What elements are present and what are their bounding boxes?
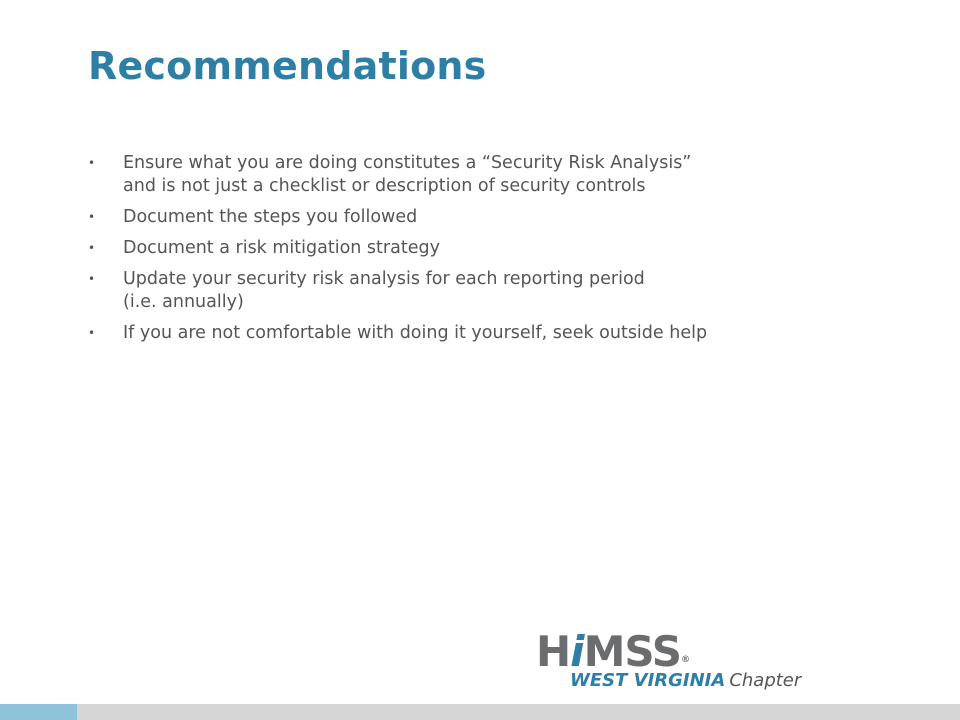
logo-state-name: WEST VIRGINIA — [570, 670, 726, 691]
logo-chapter-label: Chapter — [729, 670, 802, 691]
footer-bar — [0, 704, 960, 720]
bullet-item — [88, 268, 868, 314]
bullet-item — [88, 322, 868, 345]
slide-title: Recommendations — [88, 44, 487, 88]
bullet-marker: • — [88, 241, 96, 255]
bullet-text: Ensure what you are doing constitutes a “Security Risk Analysis” and is not just a checklist or description of security controls — [123, 153, 692, 196]
himss-west-virginia-logo — [536, 627, 866, 691]
bullet-list — [88, 152, 868, 353]
bullet-marker: • — [88, 156, 96, 170]
bullet-marker: • — [88, 326, 96, 340]
himss-logo-wordmark — [536, 627, 689, 676]
bullet-marker: • — [88, 210, 96, 224]
bullet-marker: • — [88, 272, 96, 286]
bullet-item — [88, 152, 868, 198]
logo-letters-mss: MSS — [583, 627, 681, 676]
logo-letter-i: i — [570, 627, 584, 676]
bullet-text: If you are not comfortable with doing it yourself, seek outside help — [123, 323, 708, 343]
bullet-text: Document a risk mitigation strategy — [123, 238, 440, 258]
bullet-item — [88, 206, 868, 229]
bullet-item — [88, 237, 868, 260]
logo-letter-h: H — [536, 627, 571, 676]
logo-subtitle — [570, 670, 801, 691]
bullet-text: Update your security risk analysis for each reporting period (i.e. annually) — [123, 269, 645, 312]
bullet-text: Document the steps you followed — [123, 207, 418, 227]
footer-accent-block — [0, 704, 77, 720]
registered-mark: ® — [680, 655, 689, 665]
